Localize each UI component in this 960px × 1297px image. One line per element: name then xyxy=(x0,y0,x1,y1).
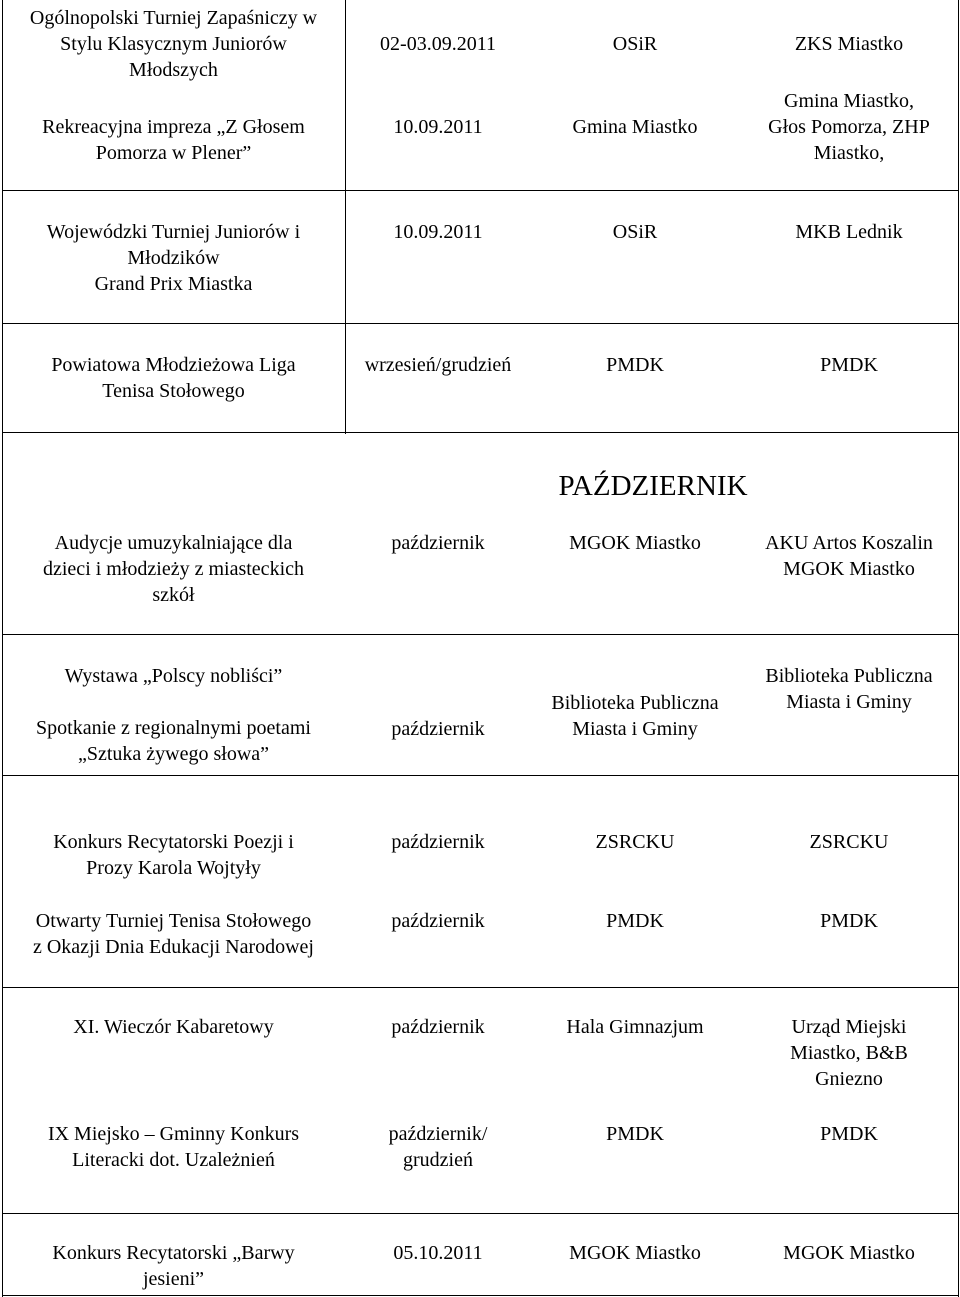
event-organizer: MKB Lednik xyxy=(795,221,903,243)
event-name: XI. Wieczór Kabaretowy xyxy=(73,1016,274,1038)
event-organizer: ZSRCKU xyxy=(809,831,889,853)
table-row-divider xyxy=(2,634,959,635)
event-name: Konkurs Recytatorski „Barwy jesieni” xyxy=(52,1242,295,1290)
event-date: październik xyxy=(391,1016,485,1038)
event-date: 05.10.2011 xyxy=(393,1242,483,1264)
event-place: PMDK xyxy=(606,910,664,932)
table-row-divider xyxy=(2,190,959,191)
table-row-divider xyxy=(2,323,959,324)
table-row-divider xyxy=(2,1213,959,1214)
event-name: Audycje umuzykalniające dla dzieci i młodzieży z miasteckich szkół xyxy=(43,532,304,606)
event-name: Konkurs Recytatorski Poezji i Prozy Karola Wojtyły xyxy=(53,831,294,879)
event-name: IX Miejsko – Gminny Konkurs Literacki dot. Uzależnień xyxy=(47,1123,300,1171)
event-organizer: AKU Artos Koszalin MGOK Miastko xyxy=(765,532,933,580)
event-organizer: Urząd Miejski Miastko, B&B Gniezno xyxy=(790,1016,908,1090)
table-border-left xyxy=(2,0,3,1297)
event-place: MGOK Miastko xyxy=(569,532,701,554)
event-name: Rekreacyjna impreza „Z Głosem Pomorza w Plener” xyxy=(42,116,305,164)
event-place: Gmina Miastko xyxy=(572,116,698,138)
event-date: październik/ grudzień xyxy=(388,1123,488,1171)
table-column-divider xyxy=(345,0,346,434)
event-place: OSiR xyxy=(612,221,658,243)
event-place: Hala Gimnazjum xyxy=(566,1016,704,1038)
event-place: PMDK xyxy=(606,1123,664,1145)
event-date: październik xyxy=(391,910,485,932)
event-name: Wojewódzki Turniej Juniorów i Młodzików Grand Prix Miastka xyxy=(46,221,301,295)
event-place: Biblioteka Publiczna Miasta i Gminy xyxy=(551,692,719,740)
event-organizer: Biblioteka Publiczna Miasta i Gminy xyxy=(765,665,933,713)
event-organizer: PMDK xyxy=(820,1123,878,1145)
event-organizer: PMDK xyxy=(820,354,878,376)
event-date: październik xyxy=(391,831,485,853)
event-place: OSiR xyxy=(612,33,658,55)
event-date: wrzesień/grudzień xyxy=(364,354,512,376)
table-border-bottom xyxy=(2,1295,959,1296)
table-row-divider xyxy=(2,987,959,988)
table-border-right xyxy=(958,0,959,1297)
event-date: październik xyxy=(391,532,485,554)
event-organizer: MGOK Miastko xyxy=(783,1242,915,1264)
event-name: Ogólnopolski Turniej Zapaśniczy w Stylu Klasycznym Juniorów Młodszych xyxy=(29,7,318,81)
event-date: 02-03.09.2011 xyxy=(380,33,496,55)
table-row-divider xyxy=(2,432,959,433)
table-row-divider xyxy=(2,775,959,776)
event-organizer: PMDK xyxy=(820,910,878,932)
event-place: ZSRCKU xyxy=(595,831,675,853)
event-place: MGOK Miastko xyxy=(569,1242,701,1264)
event-place: PMDK xyxy=(606,354,664,376)
event-organizer: ZKS Miastko xyxy=(794,33,904,55)
event-date: 10.09.2011 xyxy=(393,221,483,243)
event-date: 10.09.2011 xyxy=(393,116,483,138)
event-date: październik xyxy=(391,718,485,740)
event-name: Otwarty Turniej Tenisa Stołowego z Okazji Dnia Edukacji Narodowej xyxy=(32,910,314,958)
event-name: Wystawa „Polscy nobliści” Spotkanie z regionalnymi poetami „Sztuka żywego słowa” xyxy=(36,665,311,765)
month-header: PAŹDZIERNIK xyxy=(558,470,748,502)
event-organizer: Gmina Miastko, Głos Pomorza, ZHP Miastko, xyxy=(768,90,930,164)
event-name: Powiatowa Młodzieżowa Liga Tenisa Stołowego xyxy=(51,354,296,402)
